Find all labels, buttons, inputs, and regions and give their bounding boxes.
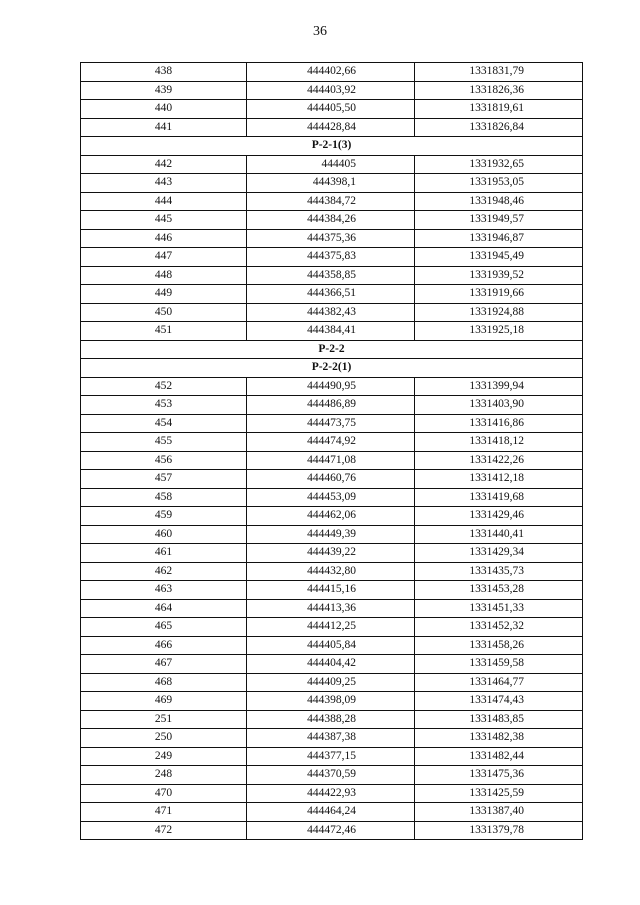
y-coordinate-cell: 1331453,28 bbox=[415, 581, 583, 600]
point-number-cell: 458 bbox=[81, 488, 247, 507]
y-coordinate-cell: 1331483,85 bbox=[415, 710, 583, 729]
table-row bbox=[81, 655, 583, 674]
x-coordinate-cell: 444404,42 bbox=[247, 655, 415, 674]
table-row bbox=[81, 155, 583, 174]
table-row bbox=[81, 729, 583, 748]
point-number-cell: 454 bbox=[81, 414, 247, 433]
x-coordinate-cell: 444405 bbox=[247, 155, 415, 174]
y-coordinate-cell: 1331946,87 bbox=[415, 229, 583, 248]
table-row bbox=[81, 118, 583, 137]
y-coordinate-cell: 1331475,36 bbox=[415, 766, 583, 785]
table-row bbox=[81, 248, 583, 267]
y-coordinate-cell: 1331412,18 bbox=[415, 470, 583, 489]
y-coordinate-cell: 1331403,90 bbox=[415, 396, 583, 415]
table-row bbox=[81, 747, 583, 766]
y-coordinate-cell: 1331435,73 bbox=[415, 562, 583, 581]
x-coordinate-cell: 444449,39 bbox=[247, 525, 415, 544]
table-row bbox=[81, 377, 583, 396]
x-coordinate-cell: 444464,24 bbox=[247, 803, 415, 822]
x-coordinate-cell: 444366,51 bbox=[247, 285, 415, 304]
table-row bbox=[81, 562, 583, 581]
x-coordinate-cell: 444370,59 bbox=[247, 766, 415, 785]
point-number-cell: 456 bbox=[81, 451, 247, 470]
point-number-cell: 457 bbox=[81, 470, 247, 489]
point-number-cell: 463 bbox=[81, 581, 247, 600]
x-coordinate-cell: 444432,80 bbox=[247, 562, 415, 581]
table-row bbox=[81, 507, 583, 526]
point-number-cell: 441 bbox=[81, 118, 247, 137]
x-coordinate-cell: 444422,93 bbox=[247, 784, 415, 803]
y-coordinate-cell: 1331949,57 bbox=[415, 211, 583, 230]
point-number-cell: 449 bbox=[81, 285, 247, 304]
point-number-cell: 471 bbox=[81, 803, 247, 822]
point-number-cell: 447 bbox=[81, 248, 247, 267]
table-row bbox=[81, 174, 583, 193]
x-coordinate-cell: 444471,08 bbox=[247, 451, 415, 470]
x-coordinate-cell: 444462,06 bbox=[247, 507, 415, 526]
y-coordinate-cell: 1331919,66 bbox=[415, 285, 583, 304]
y-coordinate-cell: 1331429,46 bbox=[415, 507, 583, 526]
table-row bbox=[81, 581, 583, 600]
y-coordinate-cell: 1331939,52 bbox=[415, 266, 583, 285]
y-coordinate-cell: 1331440,41 bbox=[415, 525, 583, 544]
y-coordinate-cell: 1331464,77 bbox=[415, 673, 583, 692]
point-number-cell: 443 bbox=[81, 174, 247, 193]
table-row bbox=[81, 322, 583, 341]
point-number-cell: 461 bbox=[81, 544, 247, 563]
table-row bbox=[81, 618, 583, 637]
y-coordinate-cell: 1331482,38 bbox=[415, 729, 583, 748]
y-coordinate-cell: 1331953,05 bbox=[415, 174, 583, 193]
y-coordinate-cell: 1331826,36 bbox=[415, 81, 583, 100]
point-number-cell: 467 bbox=[81, 655, 247, 674]
x-coordinate-cell: 444402,66 bbox=[247, 63, 415, 82]
table-row bbox=[81, 433, 583, 452]
x-coordinate-cell: 444398,1 bbox=[247, 174, 415, 193]
point-number-cell: 444 bbox=[81, 192, 247, 211]
x-coordinate-cell: 444403,92 bbox=[247, 81, 415, 100]
table-row bbox=[81, 63, 583, 82]
x-coordinate-cell: 444490,95 bbox=[247, 377, 415, 396]
table-row bbox=[81, 303, 583, 322]
x-coordinate-cell: 444388,28 bbox=[247, 710, 415, 729]
point-number-cell: 451 bbox=[81, 322, 247, 341]
y-coordinate-cell: 1331451,33 bbox=[415, 599, 583, 618]
point-number-cell: 248 bbox=[81, 766, 247, 785]
table-row bbox=[81, 525, 583, 544]
y-coordinate-cell: 1331826,84 bbox=[415, 118, 583, 137]
point-number-cell: 448 bbox=[81, 266, 247, 285]
table-row bbox=[81, 211, 583, 230]
table-row bbox=[81, 414, 583, 433]
x-coordinate-cell: 444439,22 bbox=[247, 544, 415, 563]
point-number-cell: 250 bbox=[81, 729, 247, 748]
table-row bbox=[81, 488, 583, 507]
table-row bbox=[81, 710, 583, 729]
point-number-cell: 464 bbox=[81, 599, 247, 618]
page-number: 36 bbox=[313, 24, 327, 39]
x-coordinate-cell: 444453,09 bbox=[247, 488, 415, 507]
point-number-cell: 469 bbox=[81, 692, 247, 711]
section-label: Р-2-2(1) bbox=[81, 359, 583, 378]
x-coordinate-cell: 444474,92 bbox=[247, 433, 415, 452]
point-number-cell: 440 bbox=[81, 100, 247, 119]
table-row bbox=[81, 599, 583, 618]
y-coordinate-cell: 1331924,88 bbox=[415, 303, 583, 322]
x-coordinate-cell: 444472,46 bbox=[247, 821, 415, 840]
y-coordinate-cell: 1331418,12 bbox=[415, 433, 583, 452]
x-coordinate-cell: 444486,89 bbox=[247, 396, 415, 415]
y-coordinate-cell: 1331399,94 bbox=[415, 377, 583, 396]
table-row bbox=[81, 821, 583, 840]
x-coordinate-cell: 444387,38 bbox=[247, 729, 415, 748]
x-coordinate-cell: 444405,50 bbox=[247, 100, 415, 119]
section-header-row bbox=[81, 359, 583, 378]
x-coordinate-cell: 444384,26 bbox=[247, 211, 415, 230]
table-row bbox=[81, 673, 583, 692]
y-coordinate-cell: 1331416,86 bbox=[415, 414, 583, 433]
x-coordinate-cell: 444375,83 bbox=[247, 248, 415, 267]
point-number-cell: 462 bbox=[81, 562, 247, 581]
section-label: Р-2-1(3) bbox=[81, 137, 583, 156]
coordinates-table bbox=[80, 62, 583, 840]
y-coordinate-cell: 1331474,43 bbox=[415, 692, 583, 711]
x-coordinate-cell: 444415,16 bbox=[247, 581, 415, 600]
x-coordinate-cell: 444384,41 bbox=[247, 322, 415, 341]
coordinates-table-body bbox=[81, 63, 583, 840]
point-number-cell: 450 bbox=[81, 303, 247, 322]
table-row bbox=[81, 81, 583, 100]
x-coordinate-cell: 444377,15 bbox=[247, 747, 415, 766]
x-coordinate-cell: 444405,84 bbox=[247, 636, 415, 655]
table-row bbox=[81, 285, 583, 304]
point-number-cell: 460 bbox=[81, 525, 247, 544]
point-number-cell: 455 bbox=[81, 433, 247, 452]
y-coordinate-cell: 1331831,79 bbox=[415, 63, 583, 82]
point-number-cell: 465 bbox=[81, 618, 247, 637]
y-coordinate-cell: 1331482,44 bbox=[415, 747, 583, 766]
y-coordinate-cell: 1331932,65 bbox=[415, 155, 583, 174]
y-coordinate-cell: 1331459,58 bbox=[415, 655, 583, 674]
point-number-cell: 466 bbox=[81, 636, 247, 655]
y-coordinate-cell: 1331425,59 bbox=[415, 784, 583, 803]
x-coordinate-cell: 444412,25 bbox=[247, 618, 415, 637]
y-coordinate-cell: 1331925,18 bbox=[415, 322, 583, 341]
table-row bbox=[81, 544, 583, 563]
point-number-cell: 251 bbox=[81, 710, 247, 729]
x-coordinate-cell: 444409,25 bbox=[247, 673, 415, 692]
point-number-cell: 459 bbox=[81, 507, 247, 526]
section-header-row bbox=[81, 340, 583, 359]
point-number-cell: 470 bbox=[81, 784, 247, 803]
point-number-cell: 453 bbox=[81, 396, 247, 415]
x-coordinate-cell: 444428,84 bbox=[247, 118, 415, 137]
table-row bbox=[81, 266, 583, 285]
point-number-cell: 452 bbox=[81, 377, 247, 396]
table-row bbox=[81, 803, 583, 822]
x-coordinate-cell: 444413,36 bbox=[247, 599, 415, 618]
point-number-cell: 438 bbox=[81, 63, 247, 82]
point-number-cell: 445 bbox=[81, 211, 247, 230]
x-coordinate-cell: 444358,85 bbox=[247, 266, 415, 285]
table-row bbox=[81, 470, 583, 489]
table-row bbox=[81, 636, 583, 655]
section-header-row bbox=[81, 137, 583, 156]
y-coordinate-cell: 1331419,68 bbox=[415, 488, 583, 507]
x-coordinate-cell: 444384,72 bbox=[247, 192, 415, 211]
x-coordinate-cell: 444382,43 bbox=[247, 303, 415, 322]
table-row bbox=[81, 192, 583, 211]
y-coordinate-cell: 1331458,26 bbox=[415, 636, 583, 655]
x-coordinate-cell: 444375,36 bbox=[247, 229, 415, 248]
table-row bbox=[81, 229, 583, 248]
y-coordinate-cell: 1331452,32 bbox=[415, 618, 583, 637]
point-number-cell: 442 bbox=[81, 155, 247, 174]
y-coordinate-cell: 1331387,40 bbox=[415, 803, 583, 822]
y-coordinate-cell: 1331422,26 bbox=[415, 451, 583, 470]
table-row bbox=[81, 396, 583, 415]
y-coordinate-cell: 1331945,49 bbox=[415, 248, 583, 267]
table-row bbox=[81, 100, 583, 119]
x-coordinate-cell: 444460,76 bbox=[247, 470, 415, 489]
table-row bbox=[81, 784, 583, 803]
table-row bbox=[81, 451, 583, 470]
table-row bbox=[81, 692, 583, 711]
y-coordinate-cell: 1331819,61 bbox=[415, 100, 583, 119]
y-coordinate-cell: 1331429,34 bbox=[415, 544, 583, 563]
y-coordinate-cell: 1331948,46 bbox=[415, 192, 583, 211]
point-number-cell: 472 bbox=[81, 821, 247, 840]
y-coordinate-cell: 1331379,78 bbox=[415, 821, 583, 840]
table-row bbox=[81, 766, 583, 785]
point-number-cell: 468 bbox=[81, 673, 247, 692]
x-coordinate-cell: 444473,75 bbox=[247, 414, 415, 433]
section-label: Р-2-2 bbox=[81, 340, 583, 359]
point-number-cell: 439 bbox=[81, 81, 247, 100]
point-number-cell: 249 bbox=[81, 747, 247, 766]
point-number-cell: 446 bbox=[81, 229, 247, 248]
x-coordinate-cell: 444398,09 bbox=[247, 692, 415, 711]
